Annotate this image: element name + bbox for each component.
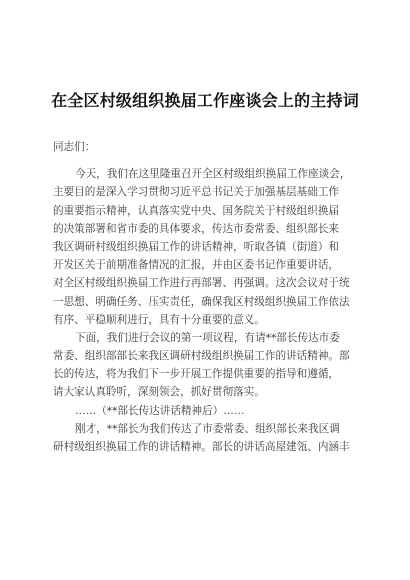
paragraph-line: 对全区村级组织换届工作进行再部署、再强调。这次会议对于统: [53, 277, 350, 290]
paragraph-line: 请大家认真聆听，深刻领会，抓好贯彻落实。: [53, 386, 265, 399]
paragraph-line: 开发区关于前期准备情况的汇报，并由区委书记作重要讲话，: [53, 259, 340, 272]
paragraph-line: 一思想、明确任务、压实责任，确保我区村级组织换届工作依法: [53, 295, 350, 308]
paragraph-line: ……（**部长传达讲话精神后）……: [75, 404, 245, 417]
greeting: 同志们：: [53, 141, 96, 153]
paragraph-line: 常委、组织部部长来我区调研村级组织换届工作的讲话精神。部: [53, 350, 350, 363]
paragraph-line: 刚才，**部长为我们传达了市委常委、组织部长来我区调: [75, 422, 340, 435]
paragraph-line: 的决策部署和省市委的具体要求，传达市委常委、组织部长来: [53, 222, 340, 235]
paragraph-4: [53, 420, 370, 456]
paragraph-line: 今天，我们在这里隆重召开全区村级组织换届工作座谈会，: [75, 168, 351, 181]
paragraph-line: 我区调研村级组织换届工作的讲话精神，听取各镇（街道）和: [53, 240, 340, 253]
paragraph-2: [53, 329, 370, 402]
document-title: 在全区村级组织换届工作座谈会上的主持词: [51, 91, 359, 110]
paragraph-1: [53, 165, 370, 329]
paragraph-line: 研村级组织换届工作的讲话精神。部长的讲话高屋建瓴、内涵丰: [53, 441, 350, 453]
paragraph-line: 长的传达，将为我们下一步开展工作提供重要的指导和遵循，: [53, 368, 340, 381]
paragraph-line: 有序、平稳顺利进行，具有十分重要的意义。: [53, 313, 265, 326]
paragraph-3: [53, 402, 370, 420]
document-body: [53, 138, 370, 456]
paragraph-line: 的重要指示精神，认真落实党中央、国务院关于村级组织换届: [53, 204, 340, 217]
paragraph-line: 主要目的是深入学习贯彻习近平总书记关于加强基层基础工作: [53, 186, 340, 199]
paragraph-line: 下面，我们进行会议的第一项议程，有请**部长传达市委: [75, 331, 340, 344]
